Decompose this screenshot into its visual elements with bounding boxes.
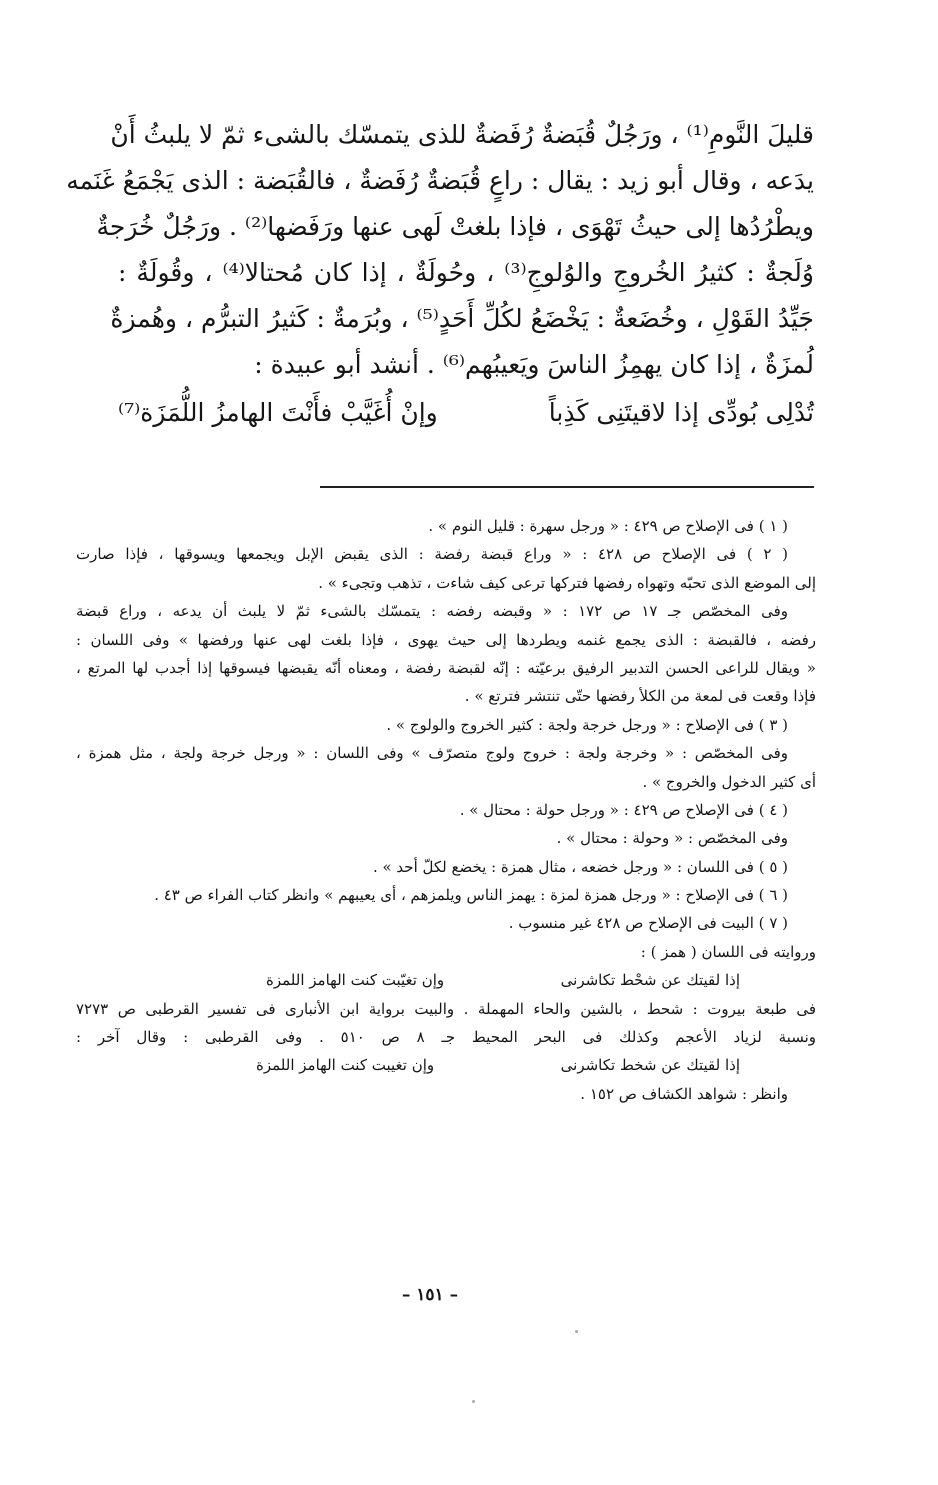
footnote-3-continuation: أى كثير الدخول والخروج » . — [642, 772, 816, 791]
footnote-2: ( ٢ ) فى الإصلاح ص ٤٢٨ : « وراع قبضة رفضة : الذى يقبض الإبل ويجمعها ويسوقها ، فإذا صارت — [76, 545, 788, 564]
footnote-2-continuation: فإذا وقعت فى لمعة من الكلأ رفضها حتّى تنتشر فترتع » . — [464, 687, 816, 706]
footnotes-block — [76, 512, 816, 1108]
footnote-2-continuation: « ويقال للراعى الحسن التدبير الرفيق برعيّته : إنّه لقبضة رفضة ، ومعناه أنّه يقبضها فيسوقها إذا أجدب لها المرتع ، — [76, 658, 816, 677]
main-text-line: جَيِّدُ القَوْلِ ، وخُضَعةٌ : يَخْضَعُ لكُلِّ أَحَدٍ⁽⁵⁾ ، وبُرَمةٌ : كَثيرُ التبرُّم ، وهُمزةٌ — [110, 304, 814, 333]
footnote-7-continuation: فى طبعة بيروت : شحط ، بالشين والحاء المهملة . والبيت برواية ابن الأنبارى فى تفسير القرطبى ص ٧٢٧٣ — [76, 999, 816, 1018]
footnote-3-continuation: وفى المخصّص : « وخرجة ولجة : خروج ولوج متصرّف » وفى اللسان : « ورجل خرجة ولجة ، مثل همزة ، — [76, 744, 788, 763]
footnote-5: ( ٥ ) فى اللسان : « ورجل خضعه ، مثال همزة : يخضع لكلّ أحد » . — [372, 857, 788, 876]
main-text-block — [66, 112, 814, 436]
footnote-verse-first-hemistich: إذا لقيتك عن شحْط تكاشرنى — [560, 971, 740, 990]
main-text-line: وُلَجةٌ : كثيرُ الخُروجِ والوُلوجِ⁽³⁾ ، وحُولَةٌ ، إذا كان مُحتالا⁽⁴⁾ ، وقُولَةٌ : — [118, 258, 814, 287]
main-text-line: قليلَ النَّومِ⁽¹⁾ ، ورَجُلٌ قُبَضةٌ رُفَضةٌ للذى يتمسّك بالشىء ثمّ لا يلبثُ أَنْ — [110, 120, 814, 149]
footnote-4-continuation: وفى المخصّص : « وحولة : محتال » . — [556, 829, 788, 848]
footnote-6: ( ٦ ) فى الإصلاح : « ورجل همزة لمزة : يهمز الناس ويلمزهم ، أى يعيبهم » وانظر كتاب الفراء ص ٤٣ . — [154, 886, 788, 905]
scan-speck — [575, 1330, 578, 1333]
footnote-2-continuation: إلى الموضع الذى تحبّه وتهواه رفضها فتركها ترعى كيف شاءت ، تذهب وتجىء » . — [318, 573, 816, 592]
poetry-verse — [118, 390, 814, 436]
footnote-7-continuation: ونسبة لزياد الأعجم وكذلك فى البحر المحيط جـ ٨ ص ٥١٠ . وفى القرطبى : وقال آخر : — [76, 1028, 816, 1047]
footnote-3: ( ٣ ) فى الإصلاح : « ورجل خرجة ولجة : كثير الخروج والولوج » . — [386, 715, 788, 734]
footnote-verse — [76, 1051, 816, 1079]
page-number: – ١٥١ – — [401, 1285, 459, 1305]
footnote-4: ( ٤ ) فى الإصلاح ص ٤٢٩ : « ورجل حولة : محتال » . — [459, 800, 788, 819]
scan-speck — [472, 1400, 475, 1403]
footnote-7-continuation: وروايته فى اللسان ( همز ) : — [640, 942, 816, 961]
footnote-2-continuation: رفضه ، فالقبضة : الذى يجمع غنمه ويطردها إلى حيث يهوى ، فإذا بلغت لهى عنها ورفضها » وفى اللسان : — [76, 630, 816, 649]
footnote-separator — [320, 486, 814, 488]
verse-second-hemistich: وإنْ أُغَيَّبْ فأَنْتَ الهامزُ اللُّمَزَة⁽⁷⁾ — [118, 398, 438, 427]
footnote-verse — [76, 966, 816, 994]
footnote-2-continuation: وفى المخصّص جـ ١٧ ص ١٧٢ : « وقبضه رفضه : يتمسّك بالشىء ثمّ لا يلبث أن يدعه ، وراع قبضة — [76, 602, 788, 621]
footnote-1: ( ١ ) فى الإصلاح ص ٤٢٩ : « ورجل سهرة : قليل النوم » . — [428, 517, 788, 535]
main-text-line: لُمزَةٌ ، إذا كان يهمِزُ الناسَ ويَعيبُهم⁽⁶⁾ . أنشد أبو عبيدة : — [254, 350, 814, 379]
footnote-7: ( ٧ ) البيت فى الإصلاح ص ٤٢٨ غير منسوب . — [508, 914, 788, 933]
footnote-verse-second-hemistich: وإن تغيّبت كنت الهامز اللمزة — [266, 971, 445, 990]
footnote-verse-first-hemistich: إذا لقيتك عن شخط تكاشرنى — [560, 1056, 740, 1075]
footnote-7-continuation: وانظر : شواهد الكشاف ص ١٥٢ . — [580, 1084, 788, 1103]
main-text-line: ويطْرُدُها إلى حيثُ تَهْوَى ، فإذا بلغتْ لَهى عنها ورَفَضها⁽²⁾ . ورَجُلٌ خُرَجةٌ — [96, 212, 814, 241]
verse-first-hemistich: تُدْلِى بُودِّى إذا لاقيتَنِى كَذِباً — [548, 398, 814, 427]
main-text-line: يدَعه ، وقال أبو زيد : يقال : راعٍ قُبَضةٌ رُفَضةٌ ، فالقُبَضة : الذى يَجْمَعُ غَنَمه — [66, 166, 814, 195]
footnote-verse-second-hemistich: وإن تغيبت كنت الهامز اللمزة — [256, 1056, 435, 1075]
